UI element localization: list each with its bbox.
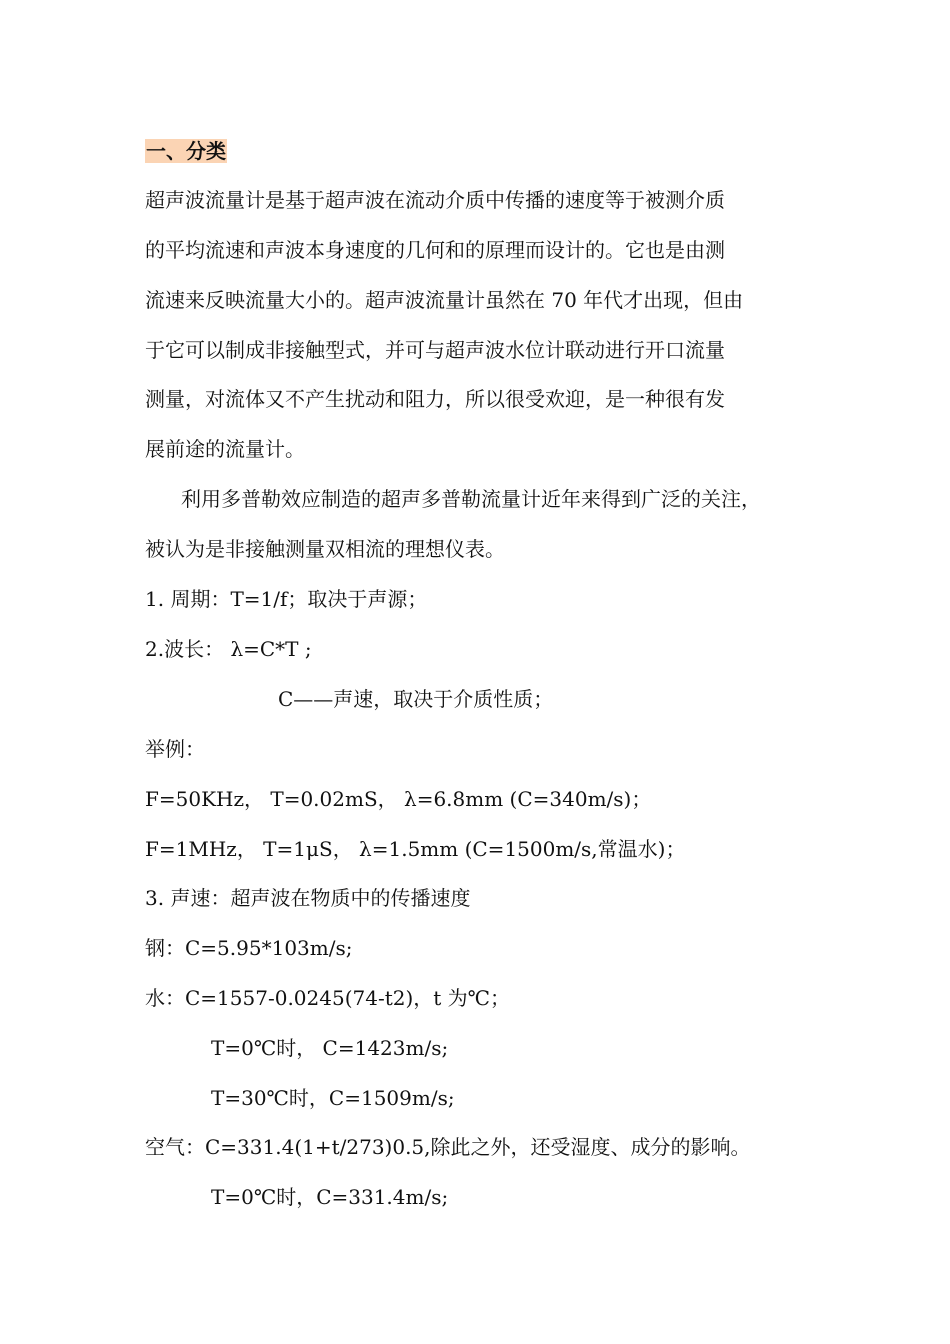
para1-line-3: 流速来反映流量大小的。超声波流量计虽然在 70 年代才出现，但由 <box>145 288 744 312</box>
section-heading-line <box>145 138 227 164</box>
item-wavelength: 2.波长： λ=C*T ; <box>145 637 312 661</box>
para1-line-1: 超声波流量计是基于超声波在流动介质中传播的速度等于被测介质 <box>145 188 725 212</box>
water-speed-t30: T=30℃时，C=1509m/s; <box>211 1086 455 1110</box>
item-period: 1. 周期：T=1/f；取决于声源； <box>145 587 428 611</box>
para1-line-5: 测量，对流体又不产生扰动和阻力，所以很受欢迎，是一种很有发 <box>145 387 725 411</box>
air-speed-t0: T=0℃时，C=331.4m/s; <box>211 1185 449 1209</box>
steel-speed: 钢：C=5.95*103m/s; <box>145 936 353 960</box>
para1-line-6: 展前途的流量计。 <box>145 437 305 461</box>
example-label: 举例： <box>145 737 205 761</box>
example-1: F=50KHz， T=0.02mS， λ=6.8mm (C=340m/s)； <box>145 787 652 811</box>
section-heading: 一、分类 <box>146 139 226 163</box>
item-sound-speed: 3. 声速：超声波在物质中的传播速度 <box>145 886 471 910</box>
para2-line-1: 利用多普勒效应制造的超声多普勒流量计近年来得到广泛的关注， <box>181 487 761 511</box>
item-wavelength-note: C——声速，取决于介质性质； <box>278 687 554 711</box>
water-speed-t0: T=0℃时， C=1423m/s; <box>211 1036 449 1060</box>
para1-line-2: 的平均流速和声波本身速度的几何和的原理而设计的。它也是由测 <box>145 238 725 262</box>
example-2: F=1MHz， T=1μS， λ=1.5mm (C=1500m/s,常温水)； <box>145 837 686 861</box>
air-speed: 空气：C=331.4(1+t/273)0.5,除此之外，还受湿度、成分的影响。 <box>145 1135 751 1159</box>
para2-line-2: 被认为是非接触测量双相流的理想仪表。 <box>145 537 505 561</box>
water-speed: 水：C=1557-0.0245(74-t2)，t 为℃； <box>145 986 511 1010</box>
para1-line-4: 于它可以制成非接触型式，并可与超声波水位计联动进行开口流量 <box>145 338 725 362</box>
